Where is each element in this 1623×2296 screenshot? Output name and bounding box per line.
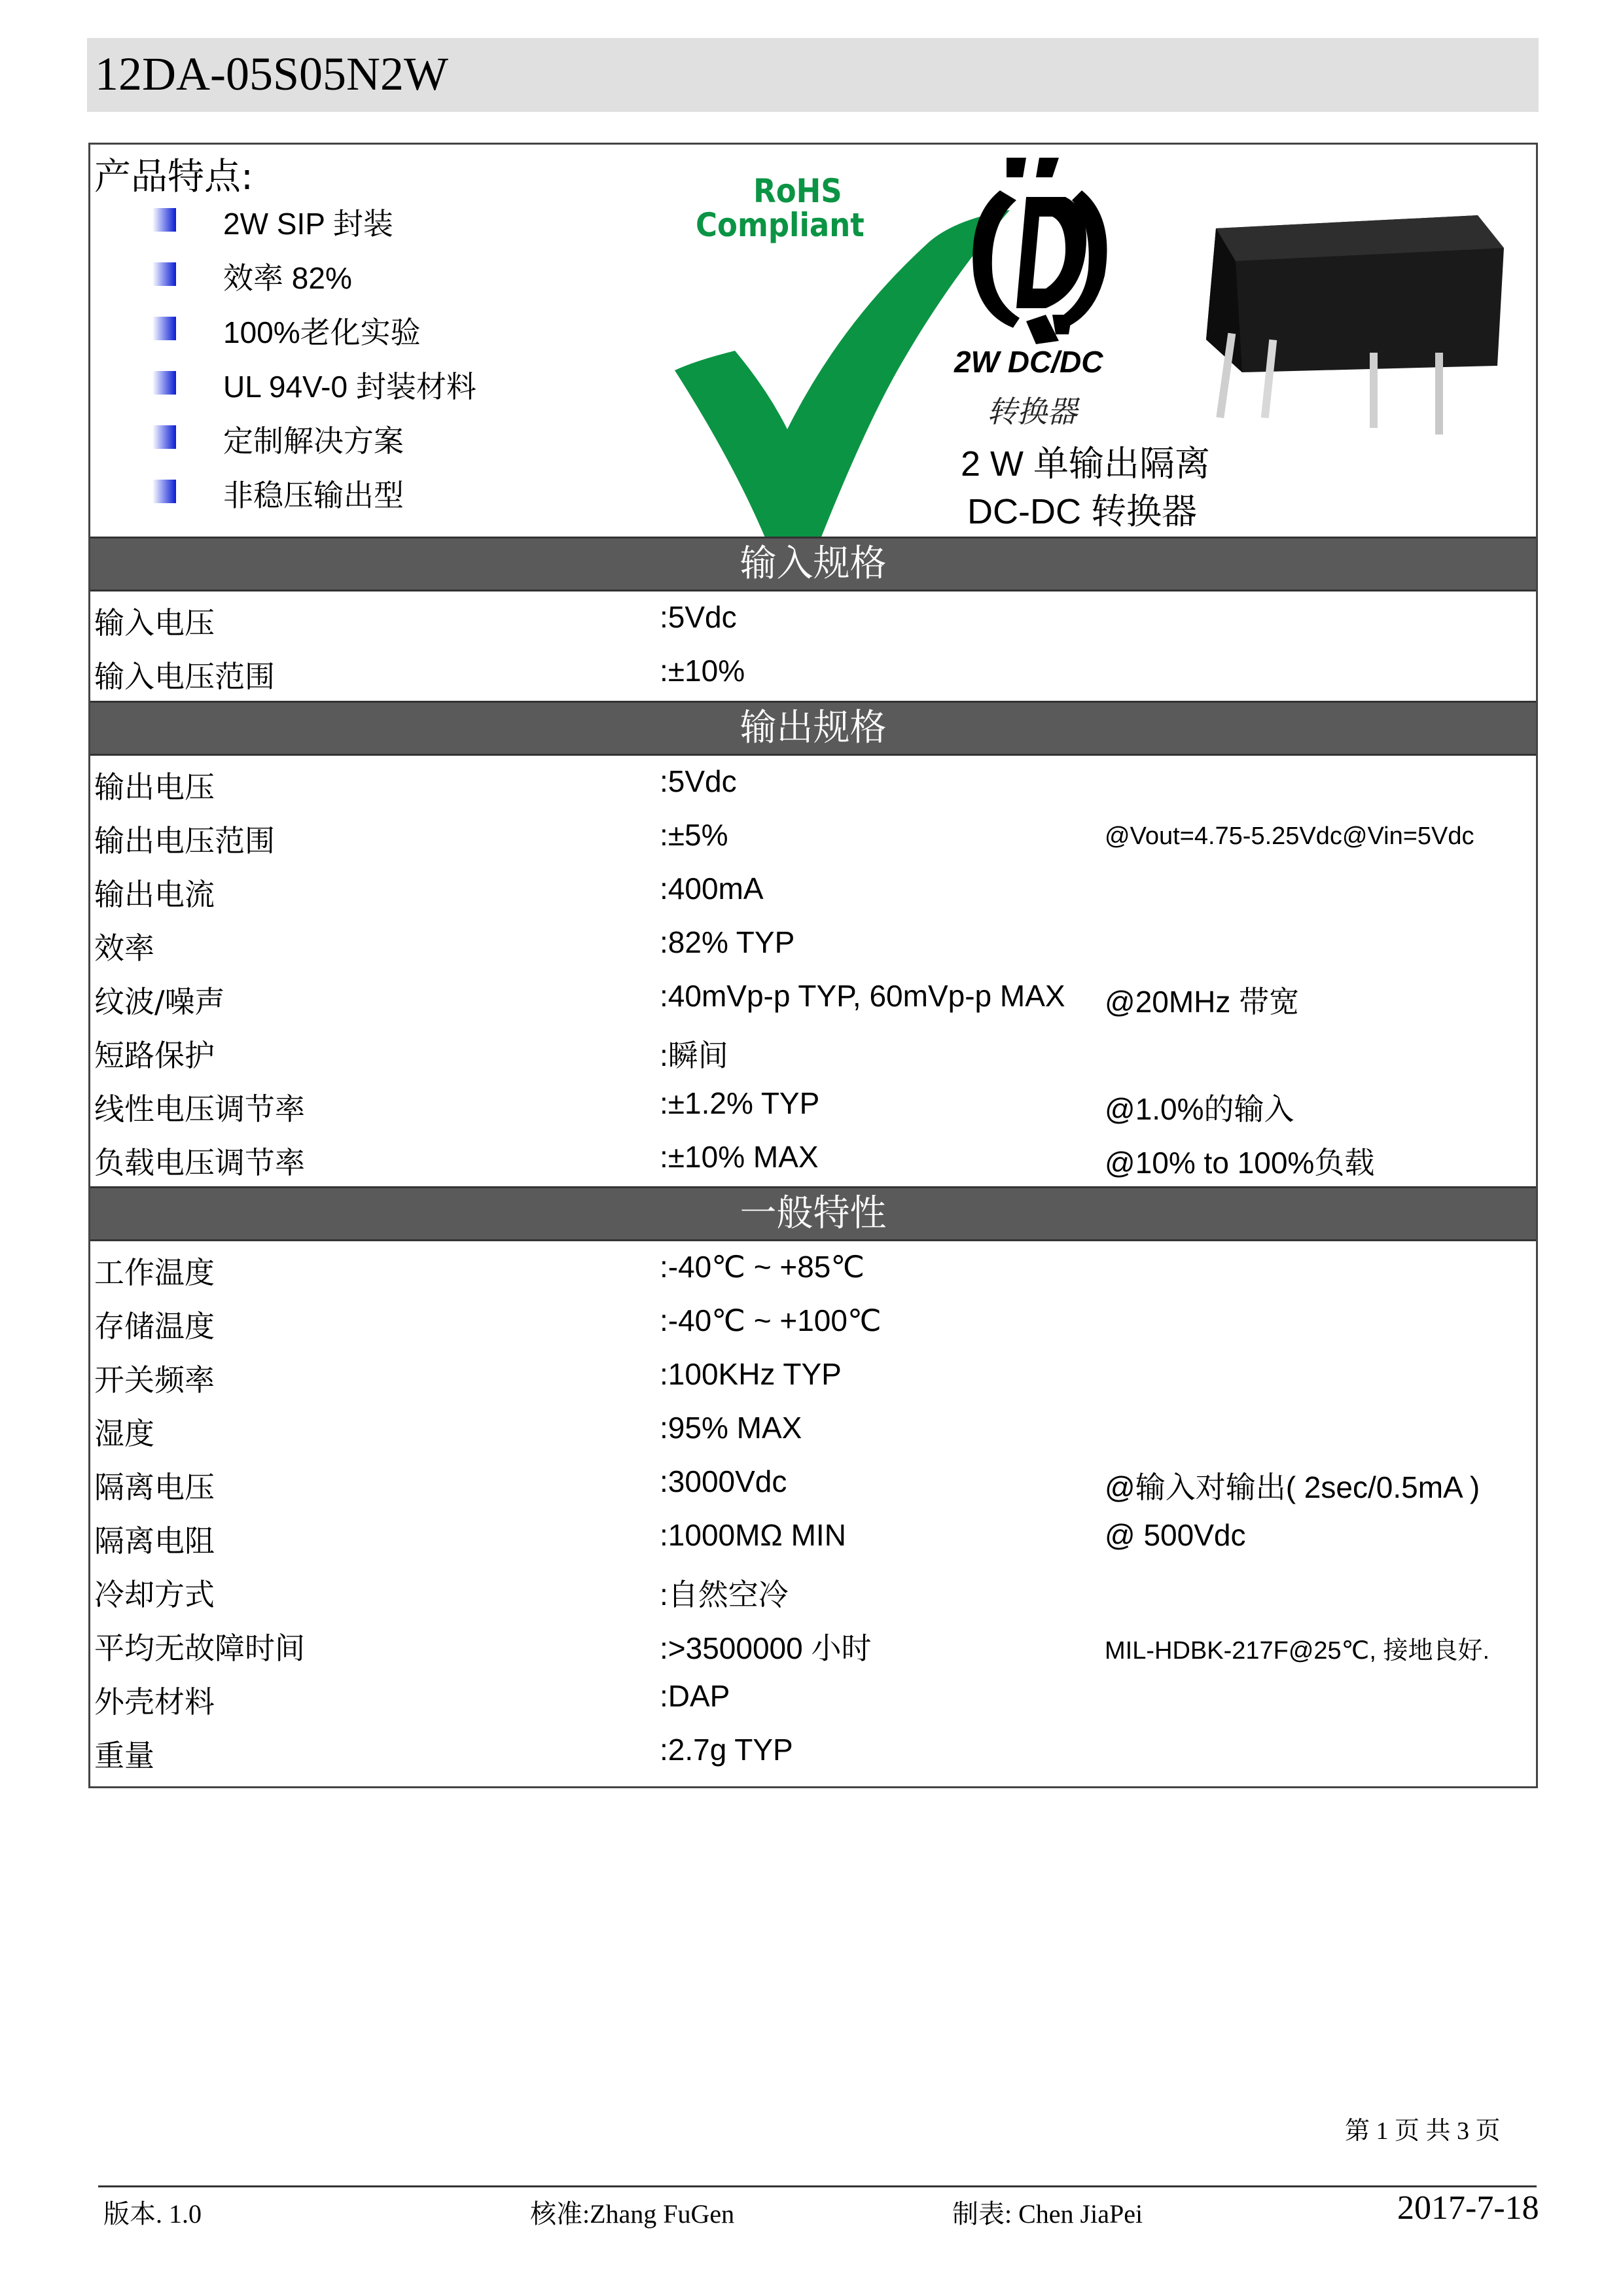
feature-list bbox=[152, 200, 476, 526]
title-bar bbox=[87, 38, 1539, 112]
section-header-general: 一般特性 bbox=[90, 1186, 1536, 1241]
table-row: 输入电压 :5Vdc bbox=[94, 600, 737, 641]
table-row: 平均无故障时间 :>3500000 小时 MIL-HDBK-217F@25℃, 接地良好. bbox=[94, 1631, 1490, 1666]
table-row: 存储温度 :-40℃ ~ +100℃ bbox=[94, 1303, 882, 1344]
company-logo-icon bbox=[961, 151, 1118, 347]
feature-item: 2W SIP 封装 bbox=[152, 200, 476, 255]
product-description-sub: DC-DC 转换器 bbox=[967, 492, 1197, 531]
footer-divider bbox=[98, 2185, 1537, 2187]
table-row: 输出电压范围 :±5% @Vout=4.75-5.25Vdc@Vin=5Vdc bbox=[94, 818, 1474, 858]
table-row: 输出电压 :5Vdc bbox=[94, 764, 737, 805]
bullet-icon bbox=[152, 480, 176, 503]
model-title: 12DA-05S05N2W bbox=[95, 48, 448, 100]
footer-approved: 核准:Zhang FuGen bbox=[530, 2199, 735, 2229]
section-header-input: 输入规格 bbox=[90, 537, 1536, 592]
feature-item: 效率 82% bbox=[152, 255, 476, 309]
footer-version: 版本. 1.0 bbox=[103, 2199, 202, 2229]
table-row: 外壳材料 :DAP bbox=[94, 1679, 730, 1720]
feature-item: 定制解决方案 bbox=[152, 417, 476, 472]
logo-caption-sub: 转换器 bbox=[987, 394, 1077, 429]
table-row: 短路保护 :瞬间 bbox=[94, 1038, 728, 1073]
bullet-icon bbox=[152, 208, 176, 232]
spec-box bbox=[88, 143, 1538, 1788]
table-row: 输出电流 :400mA bbox=[94, 872, 764, 912]
table-row: 开关频率 :100KHz TYP bbox=[94, 1357, 842, 1398]
feature-item: 非稳压输出型 bbox=[152, 472, 476, 526]
product-description: 2 W 单输出隔离 bbox=[961, 444, 1211, 484]
product-photo bbox=[1196, 176, 1510, 438]
table-row: 湿度 :95% MAX bbox=[94, 1411, 802, 1451]
table-row: 纹波/噪声 :40mVp-p TYP, 60mVp-p MAX @20MHz 带宽 bbox=[94, 979, 1300, 1019]
table-row: 隔离电压 :3000Vdc @输入对输出( 2sec/0.5mA ) bbox=[94, 1464, 1480, 1505]
table-row: 工作温度 :-40℃ ~ +85℃ bbox=[94, 1250, 865, 1290]
table-row: 冷却方式 :自然空冷 bbox=[94, 1577, 789, 1612]
features-title: 产品特点: bbox=[94, 156, 253, 198]
footer-date: 2017-7-18 bbox=[1397, 2189, 1539, 2227]
bullet-icon bbox=[152, 317, 176, 340]
feature-item: UL 94V-0 封装材料 bbox=[152, 363, 476, 417]
table-row: 重量 :2.7g TYP bbox=[94, 1733, 793, 1773]
feature-item: 100%老化实验 bbox=[152, 309, 476, 363]
table-row: 隔离电阻 :1000MΩ MIN @ 500Vdc bbox=[94, 1518, 1246, 1559]
bullet-icon bbox=[152, 425, 176, 449]
table-row: 线性电压调节率 :±1.2% TYP @1.0%的输入 bbox=[94, 1086, 1294, 1127]
bullet-icon bbox=[152, 371, 176, 395]
table-row: 效率 :82% TYP bbox=[94, 925, 795, 966]
logo-caption: 2W DC/DC bbox=[954, 345, 1103, 379]
table-row: 负载电压调节率 :±10% MAX @10% to 100%负载 bbox=[94, 1140, 1375, 1180]
table-row: 输入电压范围 :±10% bbox=[94, 654, 745, 694]
rohs-label: RoHS Compliant bbox=[696, 172, 865, 244]
section-header-output: 输出规格 bbox=[90, 701, 1536, 756]
bullet-icon bbox=[152, 262, 176, 286]
footer-prepared: 制表: Chen JiaPei bbox=[952, 2199, 1143, 2229]
page-number: 第 1 页 共 3 页 bbox=[1345, 2117, 1501, 2145]
